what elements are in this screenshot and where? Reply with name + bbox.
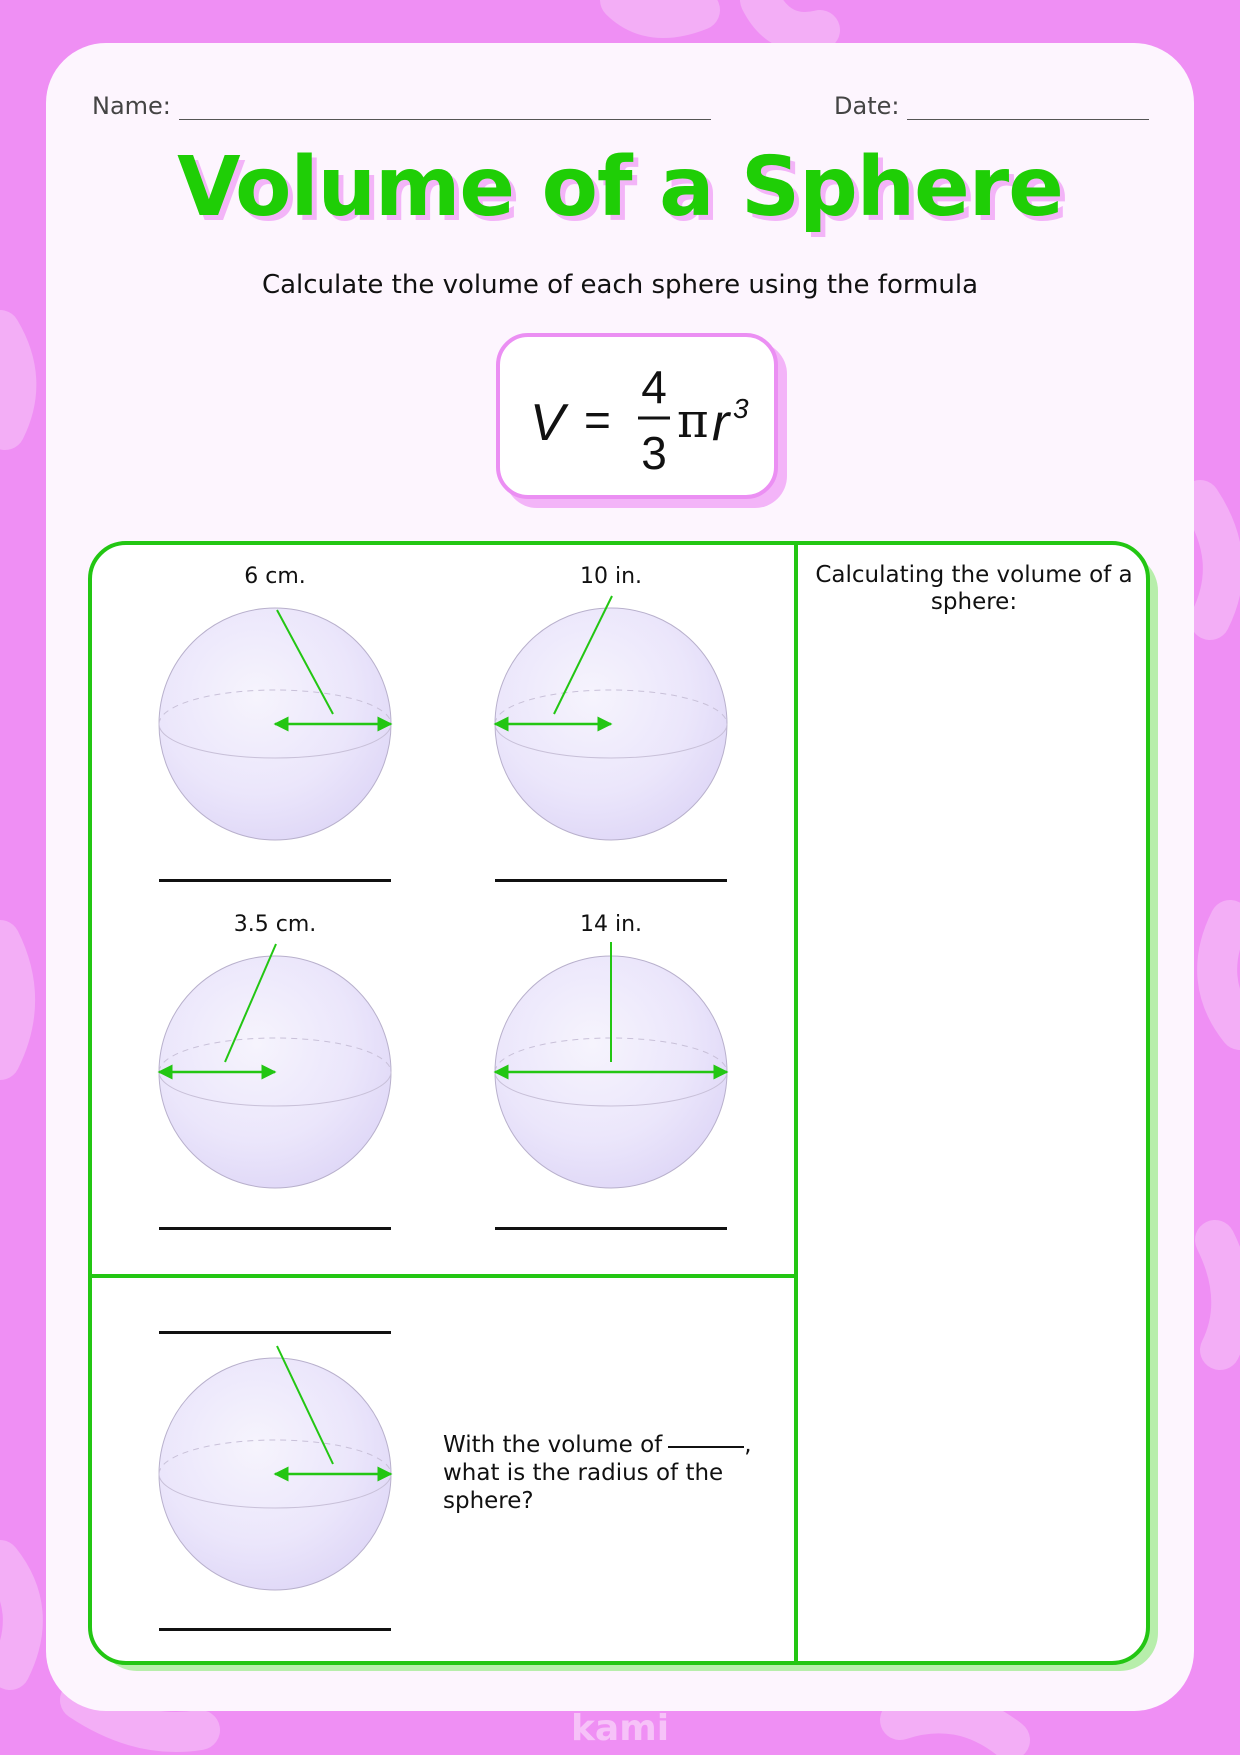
formula-r: r	[712, 394, 730, 452]
page-title: Volume of a Sphere	[177, 140, 1063, 235]
date-label: Date:	[834, 92, 900, 120]
answer-line-5-top[interactable]	[159, 1331, 391, 1334]
sphere-3	[159, 944, 391, 1188]
answer-line-4[interactable]	[495, 1227, 727, 1230]
formula-denominator: 3	[641, 427, 667, 479]
brand-logo: kami	[570, 1708, 670, 1749]
work-panel-title: Calculating the volume of a sphere:	[815, 562, 1133, 615]
sphere-2	[495, 596, 727, 840]
answer-line-3[interactable]	[159, 1227, 391, 1230]
formula-numerator: 4	[641, 361, 667, 413]
volume-blank[interactable]	[668, 1446, 744, 1448]
answer-line-5-bottom[interactable]	[159, 1628, 391, 1631]
problem-1-label: 6 cm.	[244, 564, 306, 589]
bonus-question-text-after: , what is the radius of the sphere?	[443, 1432, 752, 1514]
instruction-text: Calculate the volume of each sphere using the formula	[261, 270, 979, 300]
answer-line-1[interactable]	[159, 879, 391, 882]
answer-line-2[interactable]	[495, 879, 727, 882]
problem-3-label: 3.5 cm.	[233, 912, 317, 937]
sphere-4	[495, 942, 727, 1188]
sphere-1	[159, 608, 391, 840]
name-label: Name:	[92, 92, 171, 120]
bonus-question-text-before: With the volume of	[443, 1432, 663, 1458]
problem-4-label: 14 in.	[579, 912, 643, 937]
problem-2-label: 10 in.	[579, 564, 643, 589]
formula-pi: π	[677, 393, 709, 449]
bonus-question	[443, 1431, 783, 1515]
formula-v: V	[530, 394, 565, 452]
formula-exponent: 3	[733, 393, 749, 424]
formula-equals: =	[584, 394, 611, 446]
sphere-5	[159, 1346, 391, 1590]
